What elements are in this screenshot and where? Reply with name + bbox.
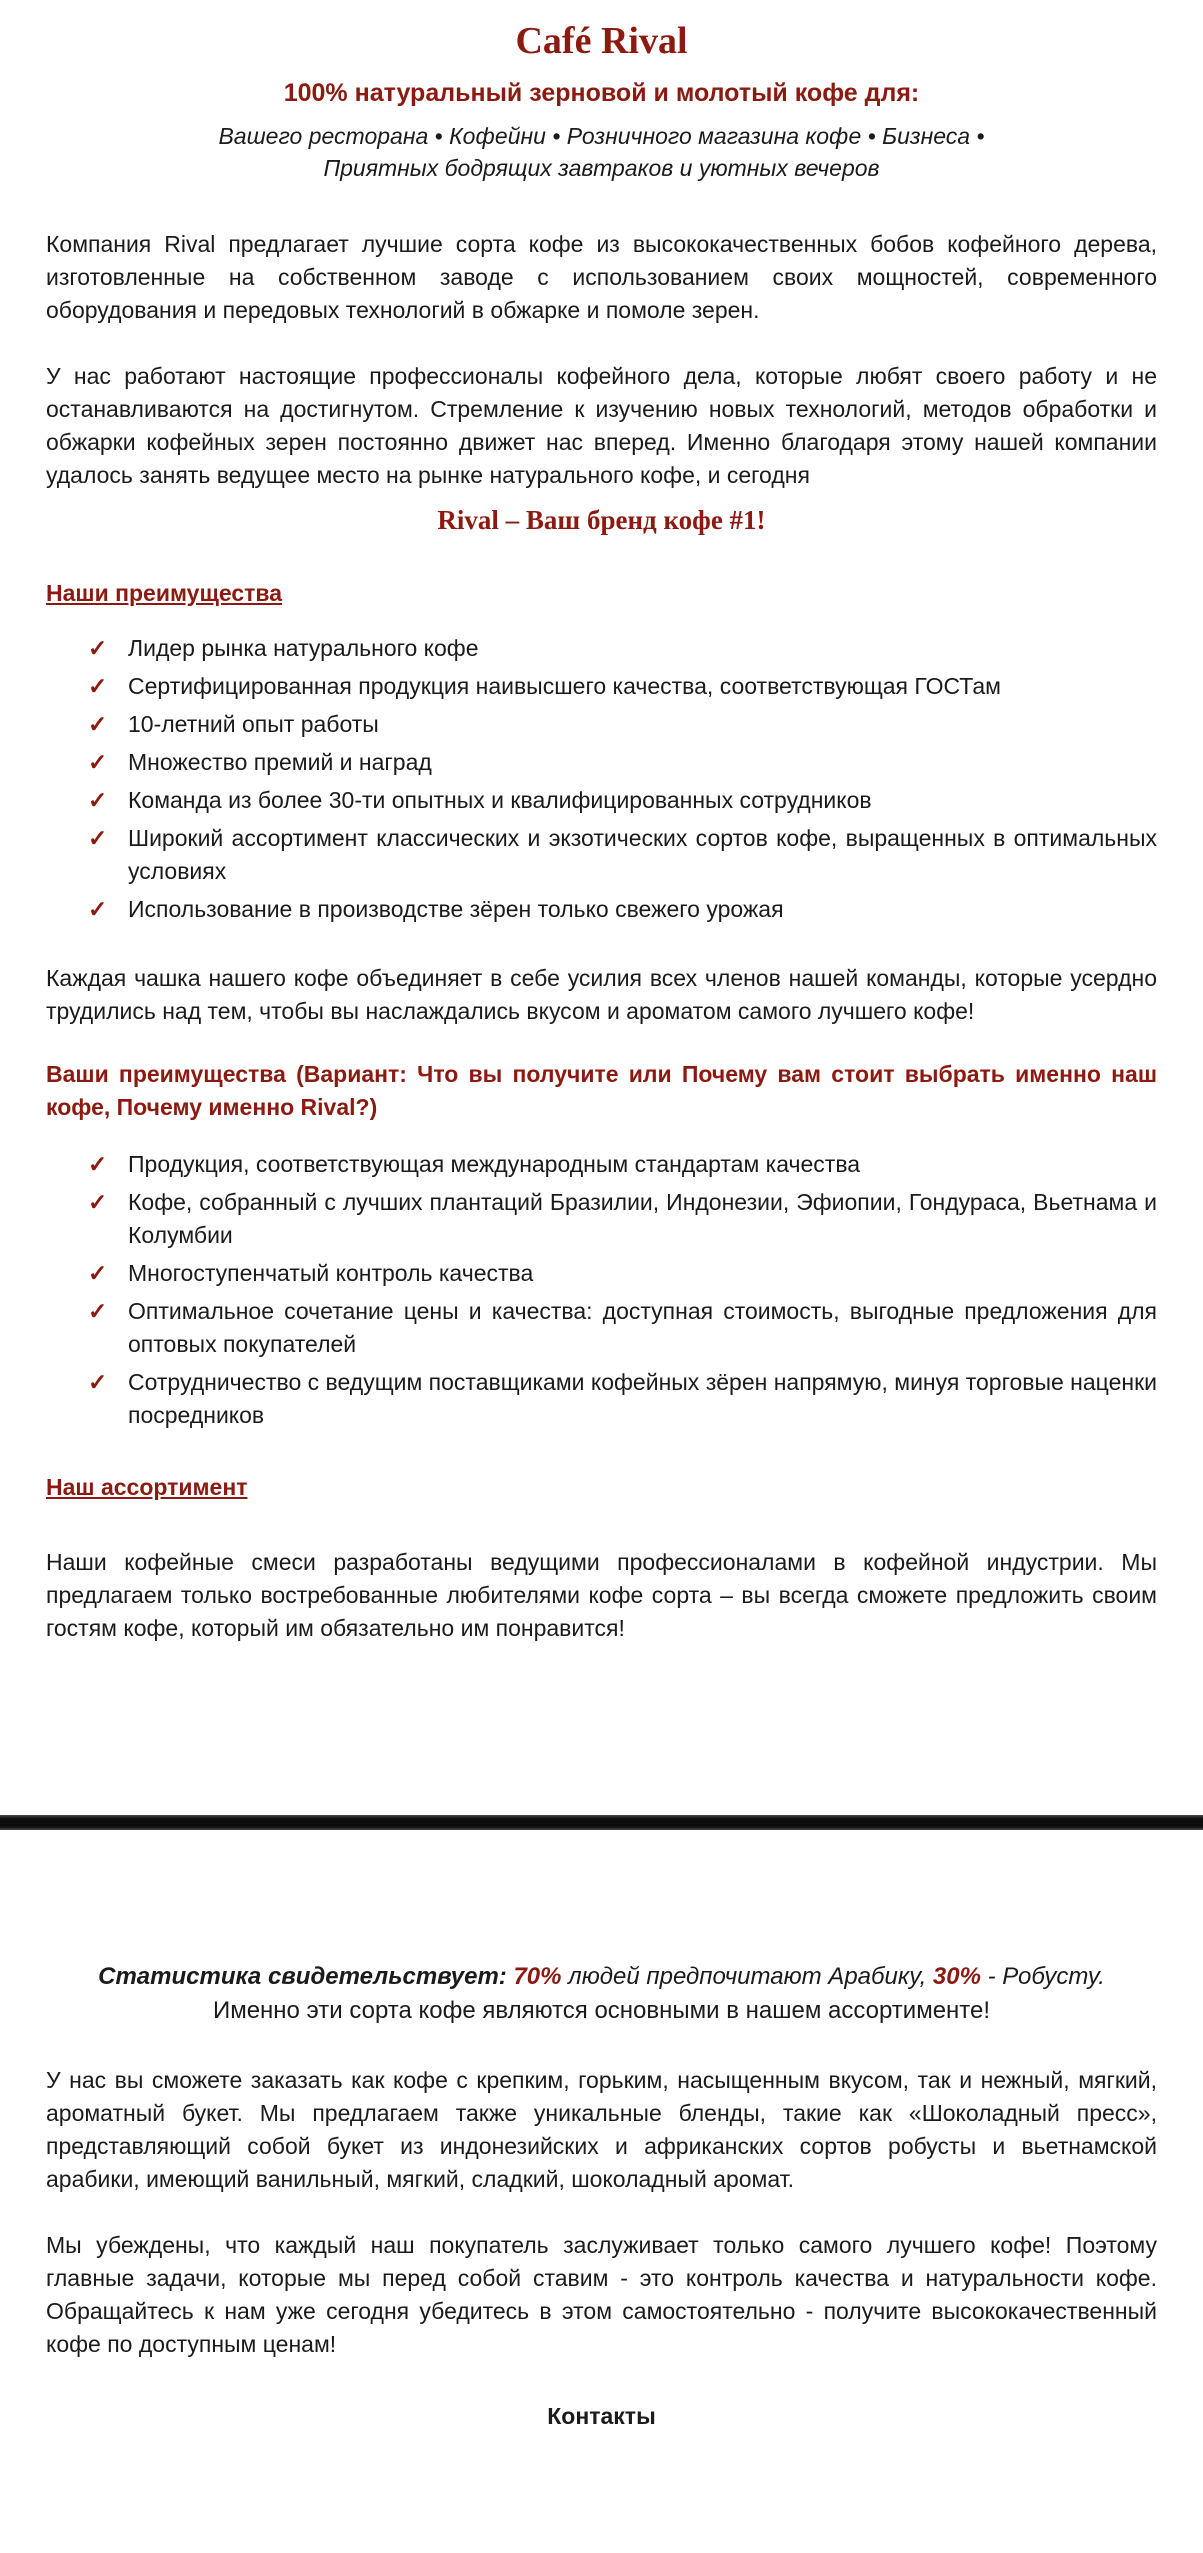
list-item-text: Оптимальное сочетание цены и качества: доступная стоимость, выгодные предложения для оптовых покупателей bbox=[128, 1298, 1157, 1357]
stats-robusta-percent: 30% bbox=[932, 1963, 981, 1990]
check-icon: ✓ bbox=[88, 711, 108, 737]
list-item bbox=[88, 1366, 1157, 1432]
list-item-text: Команда из более 30-ти опытных и квалифицированных сотрудников bbox=[128, 787, 872, 813]
list-item bbox=[88, 632, 1157, 665]
check-icon: ✓ bbox=[88, 1369, 108, 1395]
quality-paragraph: Мы убеждены, что каждый наш покупатель заслуживает только самого лучшего кофе! Поэтому главные задачи, которые мы перед собой ставим - это контроль качества и натуральности кофе. Обращайтесь к нам уже сегодня убедитесь в этом самостоятельно - получите высококачественный кофе по доступным ценам! bbox=[46, 2232, 1157, 2357]
stats-line bbox=[46, 1960, 1157, 1994]
stats-text: людей предпочитают Арабику, bbox=[568, 1963, 927, 1990]
subtitle: 100% натуральный зерновой и молотый кофе для: bbox=[283, 79, 920, 107]
page-title: Café Rival bbox=[515, 20, 688, 62]
list-item bbox=[88, 893, 1157, 926]
list-item bbox=[88, 1295, 1157, 1361]
check-icon: ✓ bbox=[88, 1298, 108, 1324]
list-item-text: Кофе, собранный с лучших плантаций Бразилии, Индонезии, Эфиопии, Гондураса, Вьетнама и Колумбии bbox=[128, 1189, 1157, 1248]
contacts-heading: Контакты bbox=[547, 2403, 656, 2429]
check-icon: ✓ bbox=[88, 673, 108, 699]
list-item bbox=[88, 708, 1157, 741]
list-item-text: Сертифицированная продукция наивысшего качества, соответствующая ГОСТам bbox=[128, 673, 1001, 699]
check-icon: ✓ bbox=[88, 1189, 108, 1215]
check-icon: ✓ bbox=[88, 749, 108, 775]
page-break-bar bbox=[0, 1815, 1203, 1830]
list-item-text: Продукция, соответствующая международным стандартам качества bbox=[128, 1151, 861, 1177]
advantages-closing-paragraph: Каждая чашка нашего кофе объединяет в себе усилия всех членов нашей команды, которые усердно трудились над тем, чтобы вы наслаждались вкусом и ароматом самого лучшего кофе! bbox=[46, 965, 1157, 1024]
stats-text: - Робусту. bbox=[987, 1963, 1105, 1990]
intro-paragraph-1: Компания Rival предлагает лучшие сорта кофе из высококачественных бобов кофейного дерева, изготовленные на собственном заводе с использованием своих мощностей, современного оборудования и передовых технологий в обжарке и помоле зерен. bbox=[46, 231, 1157, 323]
list-item bbox=[88, 1186, 1157, 1252]
list-item bbox=[88, 1257, 1157, 1290]
list-item-text: Множество премий и наград bbox=[128, 749, 432, 775]
section-heading-assortment: Наш ассортимент bbox=[46, 1474, 248, 1500]
stats-intro-text: Статистика свидетельствует: bbox=[98, 1963, 507, 1990]
check-icon: ✓ bbox=[88, 896, 108, 922]
list-item bbox=[88, 822, 1157, 888]
section-heading-your-advantages: Ваши преимущества (Вариант: Что вы получите или Почему вам стоит выбрать именно наш кофе, Почему именно Rival?) bbox=[46, 1061, 1157, 1120]
check-icon: ✓ bbox=[88, 1260, 108, 1286]
list-item-text: Многоступенчатый контроль качества bbox=[128, 1260, 534, 1286]
list-item-text: Сотрудничество с ведущим поставщиками кофейных зёрен напрямую, минуя торговые наценки посредников bbox=[128, 1369, 1157, 1428]
list-item bbox=[88, 1148, 1157, 1181]
advantages-list bbox=[88, 632, 1157, 926]
check-icon: ✓ bbox=[88, 825, 108, 851]
blends-paragraph: У нас вы сможете заказать как кофе с крепким, горьким, насыщенным вкусом, так и нежный, мягкий, ароматный букет. Мы предлагаем также уникальные бленды, такие как «Шоколадный пресс», представляющий собой букет из индонезийских и африканских сортов робусты и вьетнамской арабики, имеющий ванильный, мягкий, сладкий, шоколадный аромат. bbox=[46, 2067, 1157, 2192]
list-item bbox=[88, 670, 1157, 703]
check-icon: ✓ bbox=[88, 787, 108, 813]
list-item bbox=[88, 746, 1157, 779]
audience-line: Вашего ресторана • Кофейни • Розничного магазина кофе • Бизнеса • Приятных бодрящих завтраков и уютных вечеров bbox=[218, 123, 985, 181]
list-item-text: Использование в производстве зёрен только свежего урожая bbox=[128, 896, 784, 922]
client-advantages-list bbox=[88, 1148, 1157, 1432]
check-icon: ✓ bbox=[88, 1151, 108, 1177]
brand-slogan: Rival – Ваш бренд кофе #1! bbox=[437, 505, 766, 535]
list-item-text: Лидер рынка натурального кофе bbox=[128, 635, 479, 661]
list-item-text: 10-летний опыт работы bbox=[128, 711, 379, 737]
intro-paragraph-2: У нас работают настоящие профессионалы кофейного дела, которые любят своего работу и не останавливаются на достигнутом. Стремление к изучению новых технологий, методов обработки и обжарки кофейных зерен постоянно движет нас вперед. Именно благодаря этому нашей компании удалось занять ведущее место на рынке натурального кофе, и сегодня bbox=[46, 363, 1157, 488]
section-heading-our-advantages: Наши преимущества bbox=[46, 580, 283, 606]
list-item-text: Широкий ассортимент классических и экзотических сортов кофе, выращенных в оптимальных условиях bbox=[128, 825, 1157, 884]
list-item bbox=[88, 784, 1157, 817]
assortment-paragraph: Наши кофейные смеси разработаны ведущими профессионалами в кофейной индустрии. Мы предлагаем только востребованные любителями кофе сорта – вы всегда сможете предложить своим гостям кофе, который им обязательно им понравится! bbox=[46, 1549, 1157, 1641]
stats-line-2: Именно эти сорта кофе являются основными в нашем ассортименте! bbox=[212, 1997, 991, 2024]
page-2-content bbox=[0, 1960, 1203, 2461]
stats-arabica-percent: 70% bbox=[513, 1963, 562, 1990]
check-icon: ✓ bbox=[88, 635, 108, 661]
